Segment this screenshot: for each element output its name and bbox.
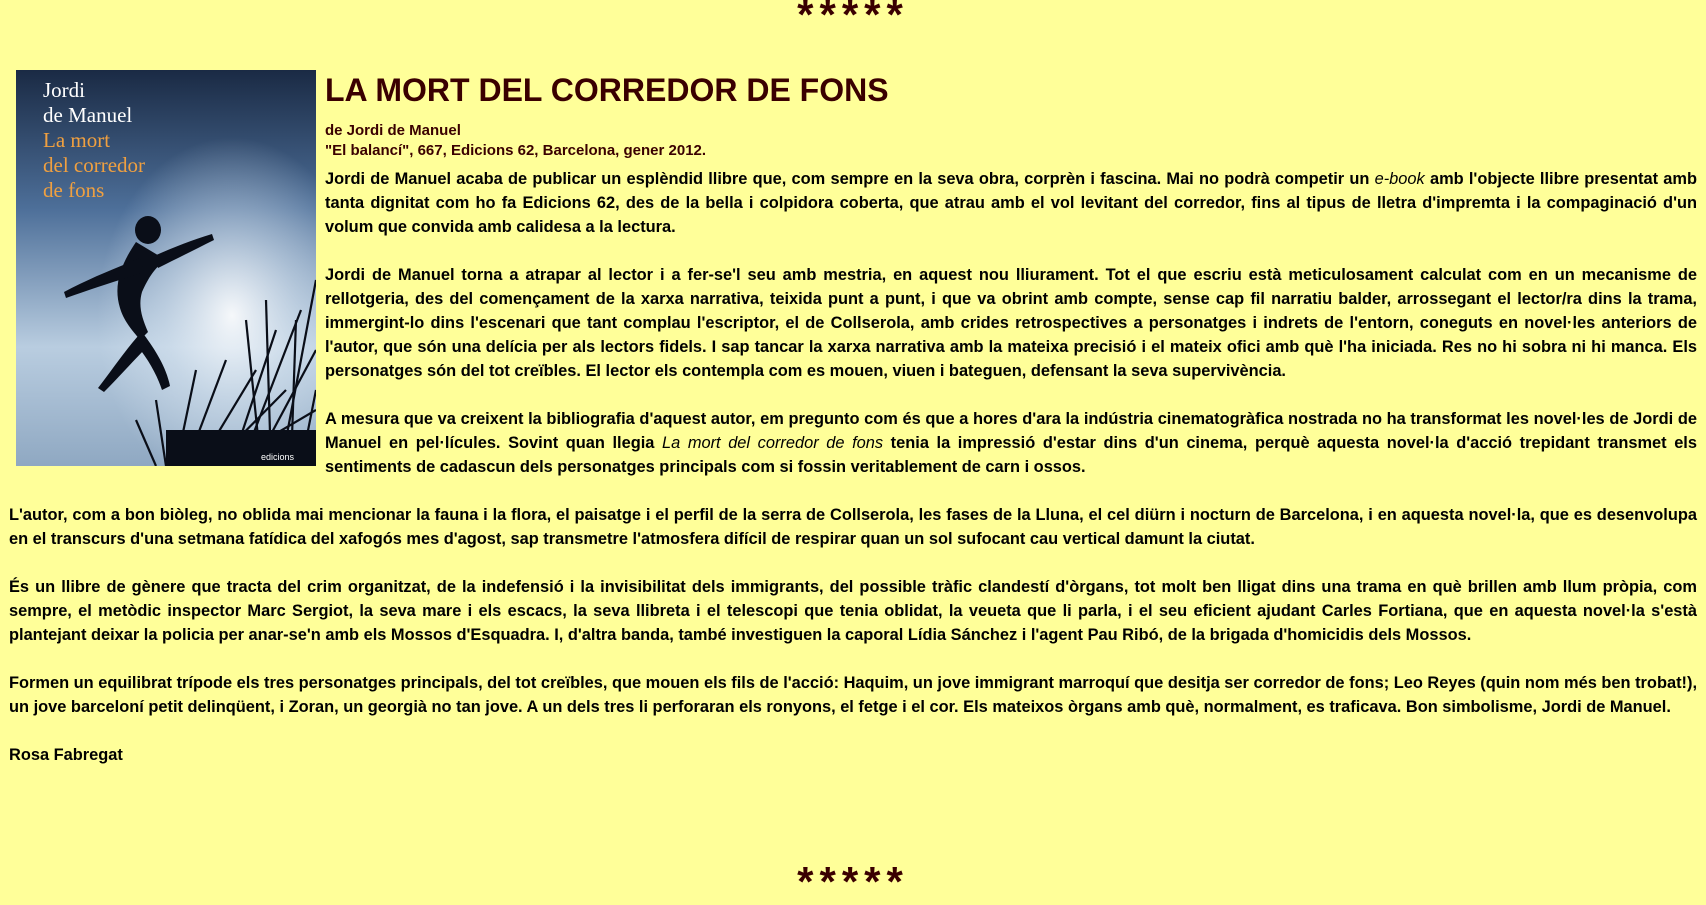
publication-info: "El balancí", 667, Edicions 62, Barcelona, gener 2012. bbox=[325, 142, 707, 159]
byline: de Jordi de Manuel bbox=[325, 122, 461, 139]
paragraph-1-part-c: amb l'objecte llibre presentat amb tanta dignitat com ho fa Edicions 62, des de la bella i colpidora coberta, que atrau amb el vol levitant del corredor, fins al tipus de lletra d'impremta i la compaginació d'un volum que convida amb calidesa a la lectura. bbox=[325, 170, 1697, 236]
book-cover-image bbox=[16, 70, 316, 466]
paragraph-6: Formen un equilibrat trípode els tres personatges principals, del tot creïbles, que mouen els fils de l'acció: Haquim, un jove immigrant marroquí que desitja ser corredor de fons; Leo Reyes (quin nom més ben trobat!), un jove barceloní petit delinqüent, i Zoran, un georgià no tan jove. A un dels tres li perforaran els ronyons, el fetge i el cor. Els mateixos òrgans amb què, normalment, es traficava. Bon simbolisme, Jordi de Manuel. bbox=[9, 674, 1697, 716]
cover-publisher-logo: edicions bbox=[260, 452, 294, 462]
bottom-separator-stars: ***** bbox=[797, 858, 909, 905]
article bbox=[9, 70, 1697, 767]
paragraph-4: L'autor, com a bon biòleg, no oblida mai mencionar la fauna i la flora, el paisatge i el perfil de la serra de Collserola, les fases de la Lluna, el cel diürn i nocturn de Barcelona, i en aquesta novel·la, que es desenvolupa en el transcurs d'una setmana fatídica del xafogós mes d'agost, sap transmetre l'atmosfera difícil de respirar quan un sol sufocant cau vertical damunt la ciutat. bbox=[9, 506, 1697, 548]
article-title: LA MORT DEL CORREDOR DE FONS bbox=[325, 72, 889, 108]
paragraph-3-part-c: tenia la impressió d'estar dins d'un cinema, perquè aquesta novel·la d'acció trepidant transmet els sentiments de cadascun dels personatges principals com si fossin veritablement de carn i ossos. bbox=[325, 434, 1697, 476]
paragraph-3-book-title-italic: La mort del corredor de fons bbox=[662, 434, 884, 452]
top-separator-stars: ***** bbox=[797, 0, 909, 38]
cover-text-block bbox=[43, 78, 145, 203]
cover-title: La mort del corredor de fons bbox=[43, 128, 146, 202]
paragraph-3-part-a: A mesura que va creixent la bibliografia d'aquest autor, em pregunto com és que a hores d'ara la indústria cinematogràfica nostrada no ha transformat les novel·les de Jordi de Manuel en pel·lícules. Sovint quan llegia bbox=[325, 410, 1697, 452]
author-signature: Rosa Fabregat bbox=[9, 746, 123, 764]
paragraph-1-part-a: Jordi de Manuel acaba de publicar un esplèndid llibre que, com sempre en la seva obra, corprèn i fascina. Mai no podrà competir un bbox=[325, 170, 1375, 188]
cover-author: Jordi de Manuel bbox=[43, 78, 133, 127]
paragraph-1-ebook-italic: e-book bbox=[1374, 170, 1425, 188]
paragraph-5: És un llibre de gènere que tracta del crim organitzat, de la indefensió i la invisibilitat dels immigrants, del possible tràfic clandestí d'òrgans, tot molt ben lligat dins una trama en què brillen amb llum pròpia, com sempre, el metòdic inspector Marc Sergiot, la seva mare i els escacs, la seva llibreta i el telescopi que tenia oblidat, la veueta que li parla, i el seu eficient ajudant Carles Fortiana, que en aquesta novel·la s'està plantejant deixar la policia per anar-se'n amb els Mossos d'Esquadra. I, d'altra banda, també investiguen la caporal Lídia Sánchez i l'agent Pau Ribó, de la brigada d'homicidis dels Mossos. bbox=[9, 578, 1697, 644]
paragraph-2: Jordi de Manuel torna a atrapar al lector i a fer-se'l seu amb mestria, en aquest nou lliurament. Tot el que escriu està meticulosament calculat com en un mecanisme de rellotgeria, des del començament de la xarxa narrativa, teixida punt a punt, i que va obrint amb compte, sense cap fil narratiu balder, arrossegant el lector/ra dins la trama, immergint-lo dins l'escenari que tant complau l'escriptor, el de Collserola, amb crides retrospectives a personatges i indrets de l'entorn, coneguts en novel·les anteriors de l'autor, que són una delícia per als lectors fidels. I sap tancar la xarxa narrativa amb la mateixa precisió i el mateix ofici amb què l'ha iniciada. Res no hi sobra ni hi manca. Els personatges són del tot creïbles. El lector els contempla com es mouen, viuen i bateguen, defensant la seva supervivència. bbox=[325, 266, 1697, 380]
